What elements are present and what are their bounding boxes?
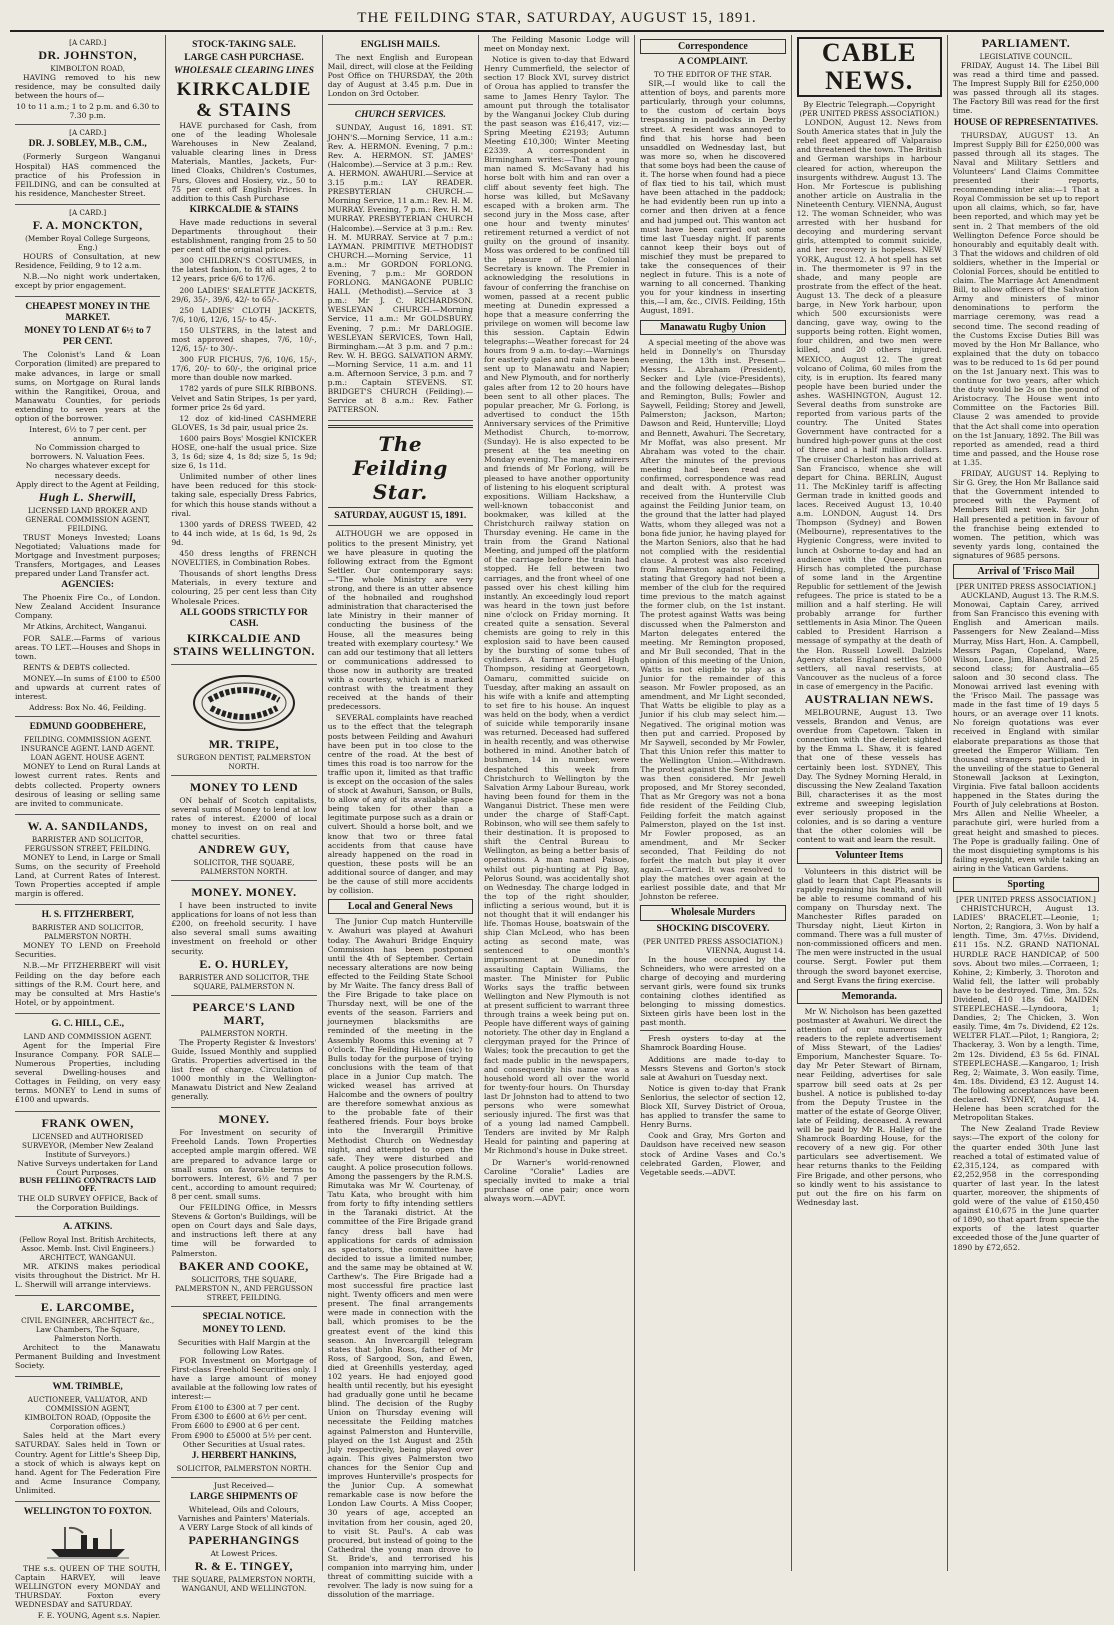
rate-row: From £100 to £300 at 7 per cent. xyxy=(171,1403,300,1413)
ad-heading: KIRKCALDIE AND STAINS WELLINGTON. xyxy=(173,630,315,658)
australian-news-heading: AUSTRALIAN NEWS. xyxy=(804,692,934,706)
rate-row: From £300 to £600 at 6½ per cent. xyxy=(171,1412,308,1422)
ad-heading: LARGE CASH PURCHASE. xyxy=(184,53,304,63)
news-item: Cook and Gray, Mrs Gorton and Dauldson have received new season stock of Ardine Vases and Co.'s celebrated Garden, Flower, and Vegetable seeds.—ADVT. xyxy=(640,1131,786,1177)
advertisement-note: Dr Warner's world-renowned Caroline "Coralie" Ladies are specially invited to make a trial purchase of one pair; once worn always worn.—ADVT. xyxy=(483,1157,630,1203)
ad-text: FOR Investment on Mortgage of First-class Freehold Securities only. I have a large amount of money available at the following low rates of interest:— xyxy=(171,1355,317,1402)
dateline: VIENNA, August 14. xyxy=(706,945,786,955)
rugby-text: A special meeting of the above was held in Donnelly's on Thursday evening, the 13th inst. Present—Messrs L. Abraham (President), Secker and Lyle (vice-Presidents), and the following delegates—Bishop and Remington, Bulls; Fowler and Saywell, Feilding; Storey and Jewell, Palmerston; Jackson, Marton; Dawson and Reid, Hunterville; Lloyd and Bennett, Awahuri. The Secretary, Mr Moffat, was also present. Mr Abraham was voted to the chair. After the minutes of the previous meeting had been read and confirmed, correspondence was read and dealt with. A protest was received from the Hunterville Club against the Feilding Junior team, on the ground that the latter had played Watts, whom they alleged was not a bona fide junior, he having played for the Marton Seniors, also that he had not complied with the residential clause. A protest was also received from Palmerston against Feilding, stating that Gregory had not been a member of the club for the required time previous to the match against the former club, on the 1st instant. The protest against Watts was being discussed when the Palmerston and Marton delegates entered the meeting. Mr Remington proposed, and Mr Bull seconded, That in the opinion of this meeting of the Union, Watts is not eligible to play as a Junior for the remainder of this season. Mr Fowler proposed, as an amendment, and Mr Light seconded, That Watts be eligible to play as a Junior if his club may select him.—Negatived. The original motion was then put and carried. Proposed by Mr Saywell, seconded by Mr Fowler, That this Union refer this matter to the Wellington Union.—Withdrawn. The protest against the Senior match was then considered. Mr Jewell proposed, and Mr Storey seconded, That as Mr Gregory was not a bona fide resident of the Feilding Club, Feilding forfeit the match against Palmerston, played on the 1st inst. Mr Fowler proposed, as an amendment, and Mr Secker seconded, That Feilding do not forfeit the match but play it over again.—Carried. It was resolved to play the matches over again at the earliest possible date, and that Mr Johnston be referee. xyxy=(640,337,786,902)
steamship-icon xyxy=(43,1521,133,1561)
list-item: 12 doz of kid-lined CASHMERE GLOVES, 1s 3d pair, usual price 2s. xyxy=(171,413,317,432)
ad-heading: EDMUND GOODBEHERE, xyxy=(29,722,146,733)
ad-heading: FRANK OWEN, xyxy=(41,1115,134,1130)
ad-heading: CHEAPEST MONEY IN THE MARKET. xyxy=(25,302,150,324)
ad-text: Securities with Half Margin at the following Low Rates. xyxy=(177,1337,311,1356)
ad-heading: DR. JOHNSTON, xyxy=(38,48,137,62)
ad-sub: SURGEON DENTIST, PALMERSTON NORTH. xyxy=(176,752,311,771)
ad-sub: THE SQUARE, PALMERSTON NORTH, WANGANUI, AND WELLINGTON. xyxy=(172,1575,316,1594)
cable-news-heading: CABLE NEWS. xyxy=(797,37,942,97)
ad-sub: SOLICITOR, PALMERSTON NORTH. xyxy=(176,1463,312,1473)
editorial-date: SATURDAY, AUGUST 15, 1891. xyxy=(334,511,467,522)
ad-sub: AUCTIONEER, VALUATOR, AND COMMISSION AGENT, xyxy=(27,1395,148,1414)
memoranda-heading: Memoranda. xyxy=(797,989,942,1004)
ad-text: Mr Atkins, Architect, Wanganui. xyxy=(23,622,147,632)
ad-text: ON behalf of Scotch capitalists, several sums of Money to lend at low rates of interest. £2000 of local money to invest on on real and chattel securities. xyxy=(171,795,317,841)
ad-sub: FEILDING. COMMISSION AGENT. INSURANCE AGENT. LAND AGENT. LOAN AGENT. HOUSE AGENT. xyxy=(20,735,155,763)
murders-text: In the house occupied by the Schneiders, who were arrested on a charge of decoying and murdering servant girls, were found six trunks containing clothes identified as belonging to missing domestics. Sixteen girls have been lost in the past month. xyxy=(640,954,786,1028)
ad-sandilands xyxy=(15,815,160,905)
ad-heading: AGENCIES: xyxy=(61,580,115,591)
ad-text: Have made reductions in several Departments throughout their establishment, ranging from 25 to 50 per cent off the original prices. xyxy=(171,217,317,255)
murders-subheading: SHOCKING DISCOVERY. xyxy=(656,923,770,934)
ad-text: Thousands of short lengths Dress Materials, in every texture and colouring, 25 per cent less than City Wholesale Prices. xyxy=(171,569,317,606)
press-association: [PER UNITED PRESS ASSOCIATION.] xyxy=(956,895,1096,905)
ad-fitzherbert xyxy=(15,905,160,1014)
ad-johnston xyxy=(15,35,160,125)
ad-heading: E. LARCOMBE, xyxy=(40,1300,135,1315)
council-text: FRIDAY, August 14. The Libel Bill was read a third time and passed. The Imprest Supply Bill for £250,000 was passed through all its stages. The Factory Bill was read for the first time. xyxy=(952,61,1100,116)
ad-foxton-steamer xyxy=(15,1502,160,1625)
list-item: 450 dress lengths of FRENCH NOVELTIES, in Combination Robes. xyxy=(171,549,317,568)
ad-heading: BAKER AND COOKE, xyxy=(179,1258,309,1273)
article-text: SUNDAY, August 16, 1891. ST. JOHN'S.—Morning Service, 11 a.m.: Rev. A. HERMON. Evening, 7 p.m.: Rev. A. HERMON. ST. JAMES' (Halcombe).—Service at 3 p.m.: Rev. A. HERMON. AWAHURI.—Service at 3.15 p.m.: LAY READER. PRESBYTERIAN CHURCH.—Morning Service, 11 a.m.: Rev. H. M. MURRAY. Evening, 7 p.m.: Rev. H. M. MURRAY. PRESBYTERIAN CHURCH (Halcombe).—Service at 3 p.m.: Rev. H. M. MURRAY. Service at 7 p.m.: LAYMAN. PRIMITIVE METHODIST CHURCH.—Morning Service, 11 a.m.: Mr GORDON FORLONG. Evening, 7 p.m.: Mr GORDON FORLONG. MANGAONE PUBLIC HALL (Methodist).—Service at 3 p.m.: Mr J. C. RICHARDSON. WESLEYAN CHURCH.—Morning Service, 11 a.m.: Mr GOLDSBURY. Evening, 7 p.m.: Mr DARLOGIE. WESLEYAN SERVICES, Town Hall, Birmingham.—At 3 p.m. and 7 p.m.: Rev. W. H. BEGG. SALVATION ARMY.—Morning Service, 11 a.m. and 11 a.m. Afternoon Service, 3 p.m. and 7 p.m.: Captain STEVENS. ST. BRIDGET'S CHURCH (Feilding).—Service at 8 a.m.: Rev. Father PATTERSON. xyxy=(327,123,473,415)
press-association: (PER UNITED PRESS ASSOCIATION.) xyxy=(799,109,940,119)
dentures-illustration xyxy=(189,672,299,734)
ad-text: TRUST Moneys Invested; Loans Negotiated; Valuations made for Mortgage and Investment purposes; Transfers, Mortgages, and Leases prepared under Land Transfer act. xyxy=(15,532,161,579)
ad-tripe-dentist xyxy=(171,665,316,776)
ad-tingey xyxy=(171,1478,316,1597)
news-text: Notice is given to-day that Edward Henry Cummerfield, the selector of section 17 Block XVI, survey district of Oroua has applied to transfer the same to James Henry Taylor. The amount put through the totalisator by the Wanganui Jockey Club during the past season was £16,417, viz:—Spring Meeting £2193; Autumn Meeting £10,300; Winter Meeting £2339. A correspondent in Birmingham writes:—That a young man named S. McSavany had his horse bolt with him and ran over a cliff about seventy feet high. The horse was killed, but McSavany escaped with a broken arm. The second jury in the Moss case, after one hour and twenty minutes' retirement returned a verdict of not guilty on the ground of insanity. Moss was ordered to be confined till the pleasure of the Colonial Secretary is known. The Premier in acknowledging the resolutions in favour of conferring the franchise on women, passed at a recent public meeting at Dunedin expressed a hope that a measure conferring the privilege on women will become law this session. Captain Edwin telegraphs:—Weather forecast for 24 hours from 9 a.m. to-day:—Warnings for easterly gales and rain have been sent up to Manawatu and Napier; and New Plymouth, and for northerly gales after from 12 to 20 hours have been sent to all other places. The popular preacher, Mr G. Forlong, is advertised to conduct the 15th Anniversary services of the Primitive Methodist Church, to-morrow, (Sunday). He is also expected to be present at the tea meeting on Monday evening. The many admirers and friends of Mr Forlong, will be pleased to have another opportunity of listening to his eloquent scriptural expositions. William Hackshaw, a well-known tobacconist and bookmaker, was killed at the Christchurch railway station on Thursday evening. He came in the train from the Grand National Meeting, and jumped off the platform of the carriage before the train had stopped. He fell between two carriages, and the front wheel of one passed over his chest killing him instantly. An exceedingly loud report was heard in the town just before nine o'clock on Friday morning. It created quite a sensation. Several chemists are going to rely in this explosion said to have been caused by the bursting of some tubes of cylinders. A farmer named Hugh Thompson, residing at Georgetown, Oamaru, committed suicide on Tuesday, after making an assault on his wife with a knife and attempting to set fire to his house. An inquest was held on the body, when a verdict of suicide while temporarily insane was returned. Deceased had suffered in health recently, and was otherwise bothered in mind. Another batch of bushmen, 14 in number, were despatched this week from Christchurch to Wellington by the Salvation Army Labour Bureau, work having been found for them in the Wanganui District. These men were under the charge of Staff-Capt. Robinson, who will see them safely to their destination. It is proposed to shift the Central Bureau to Wellington, as being a better basis of operations. A man named Paisoe, whilst out pig-hunting at Pig Bay, Pelorus Sound, was accidentally shot on Wednesday. The charge lodged in the top of the right shoulder, inflicting a serious wound, but it is not thought that it will endanger his life. Thomas House, boatswain of the ship Clan McLeod, who has been acting as second mate, was sentenced to one month's imprisonment at Dunedin for assaulting Captain Williams, the master. The Minister for Public Works says the traffic between Wellington and New Plymouth is not at present sufficient to warrant three through trains a week being put on. People have different ways of gaining notoriety. The other day in England a clergyman prayed for the Prince of Wales; took the precaution to get the fact made public in the newspapers, and consequently his name was a household word all over the world for twenty-four hours. On Thursday last Dr Johnston had to attend to two persons who were somewhat seriously injured. The first was that of a young lad named Campbell. Tenders are invited by Mr Ralph Heald for painting and papering at Mr Richmond's house in Duke street. xyxy=(483,55,630,1156)
ad-heading: PEARCE'S LAND MART, xyxy=(192,999,296,1027)
ad-text: MONEY to Lend on Rural Lands at lowest current rates. Rents and debts collected. Property owners desirous of leasing or selling same are invited to communicate. xyxy=(15,762,161,808)
news-item: Fresh oysters to-day at the Shamrock Boarding House. xyxy=(640,1034,786,1053)
ad-sub: LAND AND COMMISSION AGENT. xyxy=(23,1031,152,1041)
ad-heading: F. A. MONCKTON, xyxy=(32,217,143,232)
ad-heading: DR. J. SOBLEY, M.B., C.M., xyxy=(28,139,147,150)
murders-heading: Wholesale Murders xyxy=(640,905,785,920)
cable-text: LONDON, August 12. News from South America states that in July the rebel fleet appeared off Valparaiso and threatened the town. The British and German warships in harbour cleared for action, whereupon the insurgents withdrew. August 13. The Hon. Mr Fortescue is publishing another article on Australia in the Nineteenth Century. VIENNA, August 12. The woman Schneider, who was arrested with her husband for decoying and murdering servant girls, attempted to commit suicide, and her recovery is hopeless. NEW YORK, August 12. A hot spell has set in. The thermometer is 97 in the shade, and many people are prostrate from the effect of the heat. August 13. The deck of a pleasure barge, in New York harbour, upon which 500 excursionists were dancing, gave way, owing to the supports being rotten. Eight women, four children, and two men were killed, and 20 others injured. MEXICO, August 12. The great volcano of Colima, 60 miles from the city, is in eruption. Its feared many people have been buried under the ashes. WASHINGTON, August 12. Several deaths from sunstroke are reported from various parts of the country. The United States Government have contracted for a hundred high-power guns at the cost of three and a half million dollars. The cruiser Charleston has arrived at San Francisco, whence she will depart for China. BERLIN, August 11. The McKinley tariff is affecting German trade in knitted goods and laces. Received August 13, 10.40 a.m. LONDON, August 14. Drs Thompson (Sydney) and Bowen (Melbourne), representatives to the Hygienic Congress, were invited to lunch at Osborne to-day and had an audience with the Queen. Baron Hirsch has completed the purchase of some land in the Argentine Republic for settlement of the Jewish refugees. The price is stated to be a million and a half sterling. He will probably arrange for further settlements in Asia Minor. The Queen cabled to President Harrison a message of sympathy at the death of the Hon. Russell Lowell. Dalziels Agency states England settles 5000 settlers, all naval reservists, at Vancouver as the nucleus of a force in case of emergency in the Pacific. xyxy=(796,118,942,691)
ad-owen xyxy=(15,1112,160,1217)
ad-heading: R. & E. TINGEY, xyxy=(194,1559,294,1574)
ad-sub: LICENSED and AUTHORISED SURVEYOR, (Member New Zealand Institute of Surveyors.) xyxy=(21,1131,154,1159)
sporting-heading: Sporting xyxy=(953,877,1099,892)
ad-heading: LARGE SHIPMENTS OF xyxy=(190,1491,298,1502)
list-item: Unlimited number of other lines have been reduced for this stock-taking sale, especially Dress Fabrics, for which this house stands without a rival. xyxy=(171,472,317,518)
ad-sub: (Member Royal College Surgeons, Eng.) xyxy=(25,233,151,252)
ad-trimble xyxy=(15,1377,160,1502)
ad-text: Interest, 6½ to 7 per cent. per annum. xyxy=(29,425,147,444)
ad-text: THE s.s. QUEEN OF THE SOUTH, Captain HARVEY, will leave WELLINGTON every MONDAY and THURSDAY. Foxton every WEDNESDAY and SATURDAY. xyxy=(15,1563,161,1610)
ad-text: Agent for the Imperial Fire Insurance Company. FOR SALE—Numerous Properties, including several Dwelling-houses and Cottages in Feilding, on very easy terms. MONEY to Lend in sums of £100 and upwards. xyxy=(15,1040,161,1105)
ad-text: MONEY to Lend, in Large or Small Sums, on the security of Freehold Land, at Current Rates of Interest. Town Properties accepted if ample margin is offered. xyxy=(15,852,161,899)
ad-heading: H. S. FITZHERBERT, xyxy=(41,910,134,921)
ad-sub: (Fellow Royal Inst. British Architects, Assoc. Memb. Inst. Civil Engineers.) ARCHITECT, WANGANUI. xyxy=(19,1234,157,1262)
ad-text: HOURS of Consultation, at new Residence, Feilding, 9 to 12 a.m. xyxy=(15,251,161,271)
letter-title: A COMPLAINT. xyxy=(678,57,748,68)
masthead-title: THE FEILDING STAR, SATURDAY, AUGUST 15, 1891. xyxy=(357,9,757,26)
letter-address: TO THE EDITOR OF THE STAR. xyxy=(654,70,772,80)
ad-colonist-loan xyxy=(15,297,160,717)
column-5 xyxy=(635,35,791,1571)
rate-row: From £900 to £5000 at 5½ per cent. xyxy=(171,1430,312,1440)
ad-heading: MR. TRIPE, xyxy=(208,736,280,751)
ad-sub: BARRISTER AND SOLICITOR, FERGUSSON STREET, FEILDING. xyxy=(24,834,151,853)
correspondence-heading: Correspondence xyxy=(640,39,785,54)
ad-text: Whitelead, Oils and Colours, Varnishes and Painters' Materials. xyxy=(178,1504,310,1523)
frisco-mail-heading: Arrival of 'Frisco Mail xyxy=(953,564,1099,579)
friday-text: FRIDAY, AUGUST 14. Replying to Sir G. Grey, the Hon Mr Ballance said that the Government intended to proceed with the Payment of Members Bill next week. Sir John Hall presented a petition in favour of the franchise being extended to women. The petition, which was seventy yards long, contained the signatures of 9685 persons. xyxy=(952,469,1100,560)
ad-heading: WELLINGTON TO FOXTON. xyxy=(23,1506,152,1517)
ad-text: BUSH FELLING CONTRACTS LAID OFF. xyxy=(19,1175,157,1194)
memoranda-text: Mr W. Nicholson has been gazetted postmaster at Awahuri. We direct the attention of our numerous lady readers to the replete advertisement of Miss Stewart, of the Ladies' Emporium, Manchester Square. To-day Mr Peter Stewart of Birnam, near Feilding, advertises for sale sparrow bill seed oats at 2s per bushel. A notice is published to-day from the Deputy Trustee in the matter of the estate of George Oliver, late of Feilding, deceased. A reward will be paid by Mr R. Halley of the Shamrock Boarding House, for the recovery of a new gig. For other particulars see advertisement. We hear returns thanks to the Feilding Fire Brigade, and other persons, who so kindly went to his assistance to put out the fire on his farm on Wednesday last. xyxy=(796,1006,942,1207)
ad-sub: BARRISTER AND SOLICITOR, THE SQUARE, PALMERSTON N. xyxy=(178,972,309,991)
news-item: The Feilding Masonic Lodge will meet on Monday next. xyxy=(483,35,630,54)
card-label: [A CARD.] xyxy=(69,38,107,47)
press-association: (PER UNITED PRESS ASSOCIATION.) xyxy=(643,936,783,946)
column-2 xyxy=(166,35,322,1594)
ad-moncton xyxy=(15,205,160,297)
ad-sub: LICENSED LAND BROKER AND GENERAL COMMISSION AGENT, FEILDING. xyxy=(25,505,150,533)
masthead xyxy=(10,6,1104,32)
ad-sub: BARRISTER AND SOLICITOR, PALMERSTON NORTH. xyxy=(31,923,144,942)
ad-text: RENTS & DEBTS collected. xyxy=(23,662,130,672)
ad-text: Sales held at the Mart every SATURDAY. Sales held in Town or Country. Agent for Little's Sheep Dip, a stock of which is always kept on hand. Agent for The Federation Fire and Acme Insurance Company, Unlimited. xyxy=(15,1431,161,1495)
ad-text: The Phoenix Fire Co., of London. New Zealand Accident Insurance Company. xyxy=(15,593,161,621)
ad-heading: SPECIAL NOTICE. xyxy=(202,1311,286,1322)
volunteer-text: Volunteers in this district will be glad to learn that Capt Pleasants is rapidly regaining his health, and will be able to resume command of his company on Thursday next. The Manchester Rifles paraded on Thursday night, Lieut Kirton in command. There was a full muster of non-commissioned officers and men. The men were instructed in the usual course. Sergt. Fowler put them through the sword bayonet exercise, and Sergt Evans the firing exercise. xyxy=(796,866,942,985)
ad-text: HAVE purchased for Cash, from one of the leading Wholesale Warehouses in New Zealand, valuable clearing lines in Dress Materials, Mantles, Jackets, Fur-lined Cloaks, Children's Costumes, Furs, Gloves and Hosiery, viz., 50 to 75 per cent off English Prices. In addition to this Cash Purchase xyxy=(171,121,317,203)
columns xyxy=(10,35,1104,1621)
frisco-text: AUCKLAND, August 13. The R.M.S. Monowai, Captain Carey, arrived from San Francisco this evening with English and American mails. Passengers for New Zealand—Miss Murray, Miss Hart, Hon. A. Campbell, Messrs Pagan, Copeland, Ware, Wilson, Luce, Jim, Blanchard, and 25 second class; for Australia—65 saloon and 30 second class. The Monowai arrived last evening with the 'Frisco Mail. The passage was made in the fast time of 19 days 5 hours, or an average over 11 knots. No foreign quotations was ever received in England with similar elaborate preparations as those that greeted the Emperor William. Ten thousand strangers participated in the unveiling of the statue to General Stonewall Jackson at Lexington, Virginia. Five fatal balloon accidents happened in the States during the Fourth of July celebrations at Boston. Mrs Allen and Nellie Wheeler, a parachute girl, were hurled from a great height and smashed to pieces. The Pope is gradually failing. One of the most disquieting symptoms is his failing eyesight, even while taking an airing in the Vatican Gardens. xyxy=(952,591,1100,873)
ad-kirkcaldie-stains xyxy=(171,35,316,665)
ad-heading: STOCK-TAKING SALE. xyxy=(192,40,296,50)
ad-text: For Investment on security of Freehold Lands. Town Properties accepted ample margin offered. WE are prepared to advance large or small sums on favorable terms to borrowers. Interest, 6½ and 7 per cent., according to amount required; 8 per cent. small sums. xyxy=(171,1128,317,1201)
kirkcaldie-logo: KIRKCALDIE & STAINS xyxy=(176,79,312,121)
column-3 xyxy=(323,35,479,1600)
ad-heading: G. C. HILL, C.E., xyxy=(51,1018,124,1029)
ad-text: HAVING removed to his new residence, may be consulted daily between the hours of— xyxy=(15,73,161,101)
card-label: [A CARD.] xyxy=(69,207,107,217)
local-news-text: The Junior Cup match Hunterville v. Awahuri was played at Awahuri today. The Awahuri Bridge Enquiry Commission has been postponed until the 4th of September. Certain necessary alterations are now being effected to the Feilding State School by Mr Waite. The fancy dress Ball of the Fire Brigade to take place on Thursday next, will be one of the events of the season. Farriers and journeymen blacksmiths are reminded of the meeting in the Assembly Rooms this evening at 7 o'clock. The Feilding Hi.lmen (sic) to Bulls today for the purpose of trying conclusions with the team of that place in a Junior Cup match. The wicked weasel has arrived at Halcombe and the owners of poultry are therefore somewhat anxious as to the probable fate of their feathered friends. Four boys broke into the Inverargill Primitive Methodist Church on Wednesday night, and attempted to open the safe. They were disturbed and caught. A police prosecution follows. Among the passengers by the R.M.S. Rimutaka was Mr W. Courtenay, of Tatu Kata, who brought with him from forty to fifty intending settlers in the Taranaki district. At the committee of the Fire Brigade grand fancy dress ball have had applications for cards of admission as spectators, the committee have decided to issue a limited number, and the same may be obtained at W. Carthew's. The Fire Brigade had a most successful fire practice last night. Twenty officers and men were present. The final arrangements were made in connection with the ball, which promises to be the greatest event of the kind this season. An Invercargill telegram states that John Ross, father of Mr Ross, of Sargood, Son, and Ewen, died at Greenhills yesterday, aged 102 years. He had enjoyed good health until recently, but his eyesight had gradually gone until he became blind. The decision of the Rugby Union on Thursday evening will necessitate the Feilding matches against Palmerston and Hunterville, played on the 1st August and 25th July respectively, being played over again. This gives Palmerston two chances for the Senior Cup and improves Hunterville's prospects for the Junior Cup. A somewhat remarkable case is now before the London Law Courts. A Miss Cooper, 30 years of age, accepted an invitation from her cousin, aged 20, to visit St. Paul's. A cab was procured, but instead of going to the Cathedral the young man drove to St. Bride's, and terrorised his companion into marrying him, under threat of committing suicide with a revolver. The lady is now suing for a dissolution of the marriage. xyxy=(327,917,473,1600)
ad-text: (Formerly Surgeon Wanganui Hospital) HAS commenced the practice of his Profession in FEILDING, and can be consulted at his residence, Manchester Street. xyxy=(15,152,161,198)
ad-larcombe xyxy=(15,1296,160,1377)
news-item: Notice is given to-day that Frank Senlorius, the selector of section 12, Block XII, Survey District of Oroua, has applied to transfer the same to Henry Burns. xyxy=(640,1083,786,1130)
church-services xyxy=(328,105,473,421)
ad-heading: MONEY. xyxy=(218,1112,270,1127)
list-item: 200 LADIES' SEALETTE JACKETS, 29/6, 35/-, 39/6, 42/- to 65/-. xyxy=(171,285,317,304)
house-heading: HOUSE OF REPRESENTATIVES. xyxy=(953,117,1099,128)
list-item: 250 LADIES' CLOTH JACKETS, 7/6, 10/6, 12/6, 15/- to 45/-. xyxy=(171,305,317,324)
ad-heading: MONEY TO LEND xyxy=(189,779,299,794)
ad-goodbehere xyxy=(15,717,160,814)
column-6 xyxy=(792,35,948,1571)
ad-heading: E. O. HURLEY, xyxy=(199,956,289,971)
press-association: [PER UNITED PRESS ASSOCIATION.] xyxy=(956,582,1096,592)
list-item: 300 CHILDREN'S COSTUMES, in the latest fashion, to fit all ages, 2 to 12 years, price 6/6 to 17/6. xyxy=(171,256,317,284)
ad-heading: MONEY. MONEY. xyxy=(191,885,297,900)
trade-text: The New Zealand Trade Review says:—The export of the colony for the quarter ended 30th June last reached a total of estimated value of £2,315,124, as compared with £2,252,958 in the corresponding quarter of last year. In the latest quarter, moreover, the shipments of gold were of the value of £150,450 against £10,675 in the June quarter of 1890, so that apart from specie the exports of the latest quarter exceeded those of the June quarter of 1890 by £72,652. xyxy=(952,1124,1100,1252)
news-item: Additions are made to-day to Messrs Stevens and Gorton's stock sale at Awahuri on Tuesday next. xyxy=(640,1054,786,1082)
ad-note: N.B.—No night work undertaken, except by prior engagement. xyxy=(15,272,161,291)
ad-address: KIMBOLTON ROAD, xyxy=(50,64,125,73)
ad-hankins xyxy=(171,1307,316,1478)
ad-heading: PAPERHANGINGS xyxy=(188,1533,300,1548)
council-heading: LEGISLATIVE COUNCIL. xyxy=(979,52,1073,61)
ad-text: Our FEILDING Office, in Messrs Stevens & Gorton's Buildings, will be open on Court days and Sale days, and instructions left there at any time will be forwarded to Palmerston. xyxy=(171,1203,317,1258)
editorial-paragraph: SEVERAL complaints have reached us to the effect that the telegraph posts between Feilding and Awahuri have been put in too close to the centre of the road. At the best of times this road is too narrow for the traffic upon it, limited as that traffic is except on the occasion of the sales of stock at Awahuri, Sanson, or Bulls, to allow of any of its available space being taken for other than a legitimate purpose such as a drain or culvert. Should a horse bolt, and we know that two or three fatal accidents from that cause have already happened on the road in question, these posts will be an additional source of danger, and may be the cause of still more accidents by collision. xyxy=(327,713,473,896)
ad-heading: MONEY TO LEND AT 6½ to 7 PER CENT. xyxy=(24,326,151,348)
ad-baker-cooke xyxy=(171,1108,316,1306)
ad-text: MONEY TO LEND on Freehold Securities. xyxy=(15,941,161,960)
ad-text: A VERY Large Stock of all kinds of xyxy=(179,1523,313,1532)
list-item: 1300 yards of DRESS TWEED, 42 to 44 inch wide, at 1s 6d, 1s 9d, 2s 9d. xyxy=(171,519,317,547)
section-heading: ENGLISH MAILS. xyxy=(360,40,440,50)
ad-sub: CIVIL ENGINEER, ARCHITECT &c., Law Chambers, The Square, Palmerston North. xyxy=(21,1316,155,1344)
ad-heading: W. A. SANDILANDS, xyxy=(27,818,148,833)
ad-heading: WHOLESALE CLEARING LINES xyxy=(174,66,314,76)
ad-atkins xyxy=(15,1217,160,1296)
ad-sub: SOLICITOR, THE SQUARE, PALMERSTON NORTH. xyxy=(193,858,295,877)
ad-text: No Commission charged to borrowers. N. Valuation Fees. xyxy=(30,443,145,462)
ad-hill xyxy=(15,1014,160,1112)
ad-heading: ALL GOODS STRICTLY FOR CASH. xyxy=(180,607,308,629)
editorial-paragraph: ALTHOUGH we are opposed in politics to the present Ministry, yet we have pleasure in quoting the following extract from the Egmont Settler. Our contemporary says:—"The whole Ministry are very strong, and there is an utter absence of the hobnailed and roughshod administration that characterised the late Ministry in their manner of conducting the business of the House, all the measures being treated with exemplary courtesy." We can add our testimony that all letters or communications addressed to those now in authority are treated with a courtesy, which is a marked contrast with the treatment they received at the hands of their predecessors. xyxy=(327,529,473,712)
list-item: 300 FUR FICHUS, 7/6, 10/6, 15/-, 17/6, 20/- to 60/-, the original price more than double now marked. xyxy=(171,355,317,383)
ad-text: FOR SALE.—Farms of various areas. TO LET.—Houses and Shops in town. xyxy=(15,633,161,661)
rate-row: From £600 to £900 at 6 per cent. xyxy=(171,1421,300,1431)
ad-heading: Hugh L. Sherwill, xyxy=(38,489,137,504)
house-text: THURSDAY, AUGUST 13. An Imprest Supply Bill for £250,000 was passed through all its stages. The Naval and Military Settlers and Volunteers' Land Claims Committee presented their reports, recommending inter alia:—1 That a Royal Commission be set up to report upon all claims, which, so far, have been reported, and which may yet be sent in. 2 That members of the old Wellington Defence Force should be honourably and equitably dealt with. 3 That the widows and children of old soldiers, whether in the Imperial or Colonial Forces, should be entitled to claim. The Marriage Act Amendment Bill, to allow officers of the Salvation Army and ministers of minor denominations to perform the marriage ceremony, was read a second time. The second reading of the Customs Excise Duties Bill was moved by the Hon Mr Ballance, who explained that the duty on tobacco was to be reduced to 1s 6d per pound on the 1st January next. This was to continue for two years, after which the duty would be 2s on the pound of Aristocracy. The House went into Committee on the Factories Bill. Clause 2 was amended to provide that the Act shall come into operation on the 1st January, 1892. The Bill was reported as amended, read a third time and passed, and the House rose at 1.35. xyxy=(952,130,1100,467)
ad-sub: SOLICITORS, THE SQUARE, PALMERSTON N., AND FERGUSSON STREET, FEILDING. xyxy=(175,1274,313,1302)
ad-hours: 10 to 11 a.m.; 1 to 2 p.m. and 6.30 to 7.30 p.m. xyxy=(16,102,160,121)
ad-heading: ANDREW GUY, xyxy=(198,842,290,857)
ad-text: Just Received— xyxy=(214,1480,274,1490)
ad-text: The Colonist's Land & Loan Corporation (limited) are prepared to make advances, in large or small sums, on Mortgage on Rural lands within the Rangitikei, Oroua, and Manawatu Counties, for periods extending to seven years at the option of the borrower. xyxy=(15,350,161,423)
ad-text: Other Securities at Usual rates. xyxy=(182,1439,306,1449)
ad-address: KIMBOLTON ROAD, (Opposite the Corporation offices.) xyxy=(24,1413,151,1432)
australian-news-text: MELBOURNE, August 13. Two vessels, Brandon and Venus, are overdue from Capetown. Taken in connection with the derelict sighted by the Emma L. Shaw, it is feared that one of these vessels has certainly been lost. SYDNEY, This Day. The Sydney Morning Herald, in discussing the New Zealand Taxation Bill, characterises it as the most extreme and sweeping legislation ever seriously proposed in the colonies, and is so daring a venture that the other colonies will be content to wait and learn the result. xyxy=(796,708,942,845)
volunteer-heading: Volunteer Items xyxy=(797,848,942,863)
ad-text: I have been instructed to invite applications for loans of not less than £200, on freehold security. I have also several small sums awaiting investment on freehold or other security. xyxy=(171,901,317,956)
ad-heading: MONEY TO LEND. xyxy=(202,1324,286,1335)
ad-text: Native Surveys undertaken for Land Court Purposes. xyxy=(17,1158,158,1177)
ad-heading: WM. TRIMBLE, xyxy=(52,1382,123,1393)
star-nameplate: The Feilding Star. xyxy=(352,432,448,505)
parliament-heading: PARLIAMENT. xyxy=(981,36,1071,50)
ad-text: Architect to the Manawatu Permanent Building and Investment Society. xyxy=(15,1343,161,1371)
ad-note: N.B.—Mr FITZHERBERT will visit Feilding on the day before each sittings of the R.M. Court here, and may be consulted at Mrs Hastie's Hotel, or by appointment. xyxy=(15,961,161,1007)
column-7 xyxy=(948,35,1104,1571)
list-item: 1600 pairs Boys' Mosgiel KNICKER HOSE, one-half the usual price. Size 3, 1s 6d; size 4, 1s 8d; size 5, 1s 9d; size 6, 1s 11d. xyxy=(171,433,317,471)
ad-heading: J. HERBERT HANKINS, xyxy=(191,1450,297,1461)
ad-sobley xyxy=(15,125,160,204)
ad-text: Address: Box No. 46, Feilding. xyxy=(29,703,147,713)
ad-text: THE OLD SURVEY OFFICE, Back of the Corporation Buildings. xyxy=(17,1193,158,1212)
section-heading: CHURCH SERVICES. xyxy=(354,110,446,121)
copyright-line: By Electric Telegraph.—Copyright xyxy=(803,100,936,109)
local-news-heading: Local and General News xyxy=(328,899,473,914)
ad-hurley xyxy=(171,881,316,996)
ad-heading: KIRKCALDIE & STAINS xyxy=(189,204,299,215)
ad-heading: A. ATKINS. xyxy=(63,1221,113,1232)
ad-agent: F. E. YOUNG, Agent s.s. Napier. xyxy=(37,1611,161,1621)
ad-pearce xyxy=(171,996,316,1109)
sporting-text: CHRISTCHURCH, August 13. LADIES' BRACELET.—Leonie, 1; Norton, 2; Rangiora, 3. Won by half a length. Time, 3m. 47½s. Dividend, £11 15s. N.Z. GRAND NATIONAL HURDLE RACE HANDICAP, of 500 sovs. About two miles.—Corraeen, 1; Kohine, 2; Kimberly, 3. Thoroton and Walid fell, the latter will probably have to be destroyed. Time, 3m. 52s. Dividend, £10 18s 6d. MAIDEN STEEPLECHASE.—Lyndoora, 1; Dandies, 2; The Chicken, 3. Won easily. Time, 4m 7s. Dividend, £2 12s. WELTER FLAT.—Pilot, 1; Rangiora, 2; Thackeray, 3. Won by a length. Time, 2m 12s. Dividend, £3 5s 6d. FINAL STEEPLECHASE.—Kangaroo, 1; Irish Reg, 2; Waimate, 3. Won easily. Time, 4m. 18s. Dividend, £3 12. August 14. The following acceptances have been declared. SYDNEY, August 14. Helene has been scratched for the Metropolitan Stakes. xyxy=(952,904,1100,1123)
rugby-heading: Manawatu Rugby Union xyxy=(640,320,785,335)
ad-guy-money xyxy=(171,776,316,881)
letter-text: SIR,—I would like to call the attention of boys, and parents more particularly, through your columns, to the custom of certain boys trespassing in paddocks in Derby street. A resident was annoyed to find that his horse had been unsaddled on Wednesday last, but was more so, when he discovered that some boys had been the cause of it. The horse when found had a piece of flax tied to his tail, which must have been attached in the paddock; he had evidently been run up into a corner and then driven at a fence and had jumped out. This wanton act must have been carried out some time last Tuesday night. If parents cannot keep their boys out of mischief they must be prepared to take the consequences of their neglect in future. This is a note of warning to all concerned. Thanking you for your kindness in inserting this,—I am, &c., CIVIS. Feilding, 15th August, 1891. xyxy=(640,79,786,316)
ad-text: The Property Register & Investors' Guide, Issued Monthly and supplied Gratis. Properties advertised in the list free of charge. Circulation of 1000 monthly in the Wellington-Manawatu District and New Zealand generally. xyxy=(171,1037,317,1102)
ad-text: MONEY.—In sums of £100 to £500 and upwards at current rates of interest. xyxy=(15,673,161,702)
column-4 xyxy=(479,35,635,1571)
ad-text: No charges whatever except for necessary deeds. xyxy=(25,461,150,480)
ad-text: At Lowest Prices. xyxy=(210,1549,278,1559)
list-item: 1782 yards of pure SILK RIBBONS. Velvet and Satin Stripes, 1s per yard, former price 2s 6d yard. xyxy=(171,384,317,412)
ad-text: MR. ATKINS makes periodical visits throughout the District. Mr H. L. Sherwill will arrange interviews. xyxy=(15,1261,161,1289)
list-item: 150 ULSTERS, in the latest and most approved shapes, 7/6, 10/-, 12/6, 15/- to 30/-. xyxy=(171,325,317,354)
ad-text: Apply direct to the Agent at Feilding, xyxy=(16,479,160,489)
card-label: [A CARD.] xyxy=(69,128,107,138)
ad-sub: PALMERSTON NORTH. xyxy=(200,1028,288,1038)
english-mails xyxy=(328,35,473,105)
column-1 xyxy=(10,35,166,1621)
article-text: The next English and European Mail, direct, will close at the Feilding Post Office on THURSDAY, the 20th day of August at 3.45 p.m. Due in London on 3rd October. xyxy=(327,53,473,99)
